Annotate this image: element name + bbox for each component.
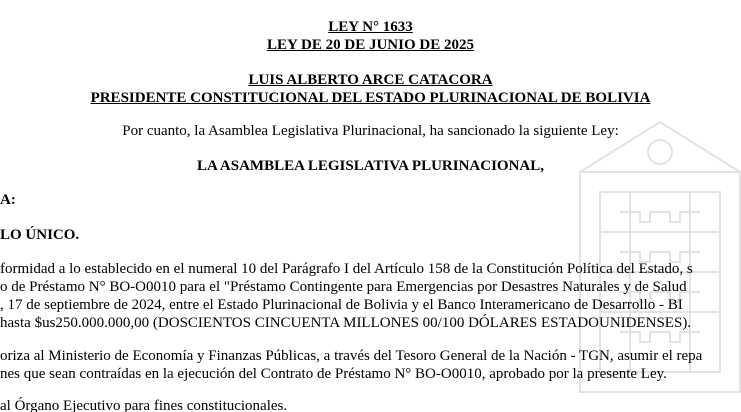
president-name: LUIS ALBERTO ARCE CATACORA [248, 72, 493, 88]
paragraph-3: al Órgano Ejecutivo para fines constitucionales. [0, 398, 288, 412]
paragraph-1-line-4: hasta $us250.000.000,00 (DOSCIENTOS CINCUENTA MILLONES 00/100 DÓLARES ESTADOUNIDENSES). [0, 315, 692, 331]
paragraph-1-line-1: formidad a lo establecido en el numeral 10 del Parágrafo I del Artículo 158 de la Constitución Política del Estado, s [0, 261, 693, 277]
paragraph-1-line-2: o de Préstamo N° BO-O0010 para el "Préstamo Contingente para Emergencias por Desastres Naturales y de Salud [0, 279, 687, 295]
decreta-heading: A: [0, 192, 16, 208]
law-number: LEY N° 1633 [328, 19, 413, 35]
article-title: LO ÚNICO. [0, 227, 80, 243]
preamble: Por cuanto, la Asamblea Legislativa Plurinacional, ha sancionado la siguiente Ley: [122, 123, 619, 139]
paragraph-2-line-1: oriza al Ministerio de Economía y Finanzas Públicas, a través del Tesoro General de la Nación - TGN, asumir el repa [0, 348, 703, 364]
paragraph-1-line-3: , 17 de septiembre de 2024, entre el Estado Plurinacional de Bolivia y el Banco Interamericano de Desarrollo - BI [0, 297, 683, 313]
assembly-heading: LA ASAMBLEA LEGISLATIVA PLURINACIONAL, [196, 158, 545, 174]
paragraph-2-line-2: nes que sean contraídas en la ejecución del Contrato de Préstamo N° BO-O0010, aprobado por la presente Ley. [0, 366, 667, 382]
law-date: LEY DE 20 DE JUNIO DE 2025 [267, 37, 474, 53]
president-title: PRESIDENTE CONSTITUCIONAL DEL ESTADO PLURINACIONAL DE BOLIVIA [90, 90, 651, 106]
